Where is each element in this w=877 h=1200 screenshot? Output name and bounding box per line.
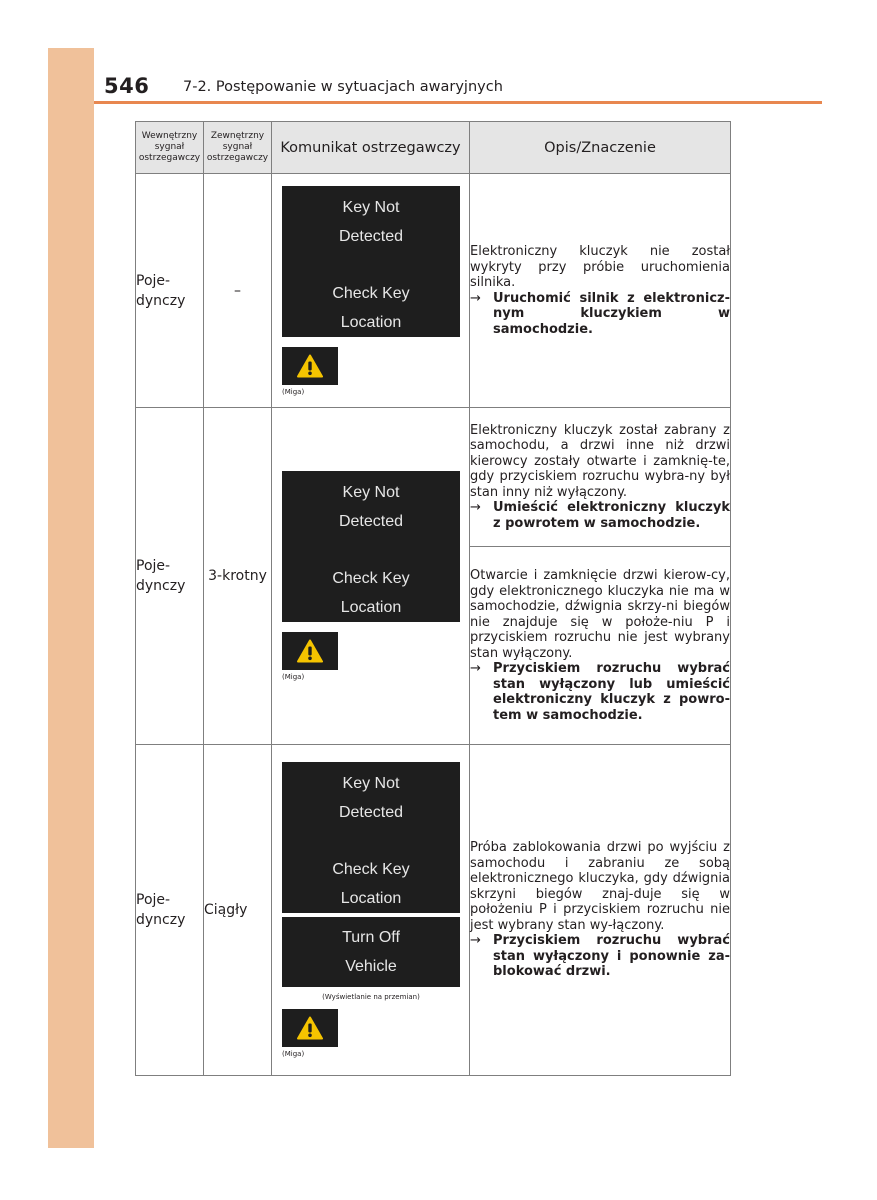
warning-triangle-icon xyxy=(282,347,338,385)
header-external-signal: Zewnętrzny sygnał ostrzegawczy xyxy=(204,122,272,174)
alternating-display-caption: (Wyświetlanie na przemian) xyxy=(322,993,420,1001)
warning-triangle-icon xyxy=(282,632,338,670)
display-line: Detected xyxy=(338,804,404,821)
action-text: Umieścić elektroniczny kluczyk z powrotem w samochodzie. xyxy=(493,500,730,531)
arrow-icon: → xyxy=(470,933,481,949)
table-header-row xyxy=(136,122,731,174)
action-item xyxy=(470,661,730,723)
chapter-side-tab xyxy=(48,48,94,1148)
icon-caption: (Miga) xyxy=(282,673,305,681)
display-line: Turn Off xyxy=(342,929,400,946)
display-line: Check Key xyxy=(332,570,410,587)
internal-signal-cell xyxy=(136,408,204,745)
icon-caption: (Miga) xyxy=(282,387,305,396)
internal-signal-cell xyxy=(136,174,204,408)
internal-signal-cell xyxy=(136,745,204,1076)
message-cell xyxy=(272,408,470,745)
header-description: Opis/Znaczenie xyxy=(470,122,731,174)
header-internal-signal: Wewnętrzny sygnał ostrzegawczy xyxy=(136,122,204,174)
arrow-icon: → xyxy=(470,500,481,516)
header-warning-message: Komunikat ostrzegawczy xyxy=(272,122,470,174)
action-text: Przyciskiem rozruchu wybrać stan wyłączony lub umieścić elektroniczny kluczyk z powro-tem w samochodzie. xyxy=(493,661,730,723)
message-cell xyxy=(272,174,470,408)
action-item xyxy=(470,291,730,338)
table-row xyxy=(136,408,731,547)
action-text: Uruchomić silnik z elektronicz-nym kluczykiem w samochodzie. xyxy=(493,290,730,337)
action-item xyxy=(470,500,730,531)
arrow-icon: → xyxy=(470,290,481,306)
warning-table xyxy=(135,121,731,1076)
section-title: 7-2. Postępowanie w sytuacjach awaryjnych xyxy=(183,79,503,95)
table-row xyxy=(136,174,731,408)
display-line: Location xyxy=(340,313,402,331)
warning-triangle-icon xyxy=(282,1009,338,1047)
description-text: Elektroniczny kluczyk został zabrany z samochodu, a drzwi inne niż drzwi kierowcy zostały otwarte i zamknię-te, gdy przyciskiem rozruchu wybra-ny był stan inny niż wyłączony. xyxy=(470,422,730,500)
external-signal-cell xyxy=(204,408,272,745)
dashboard-display xyxy=(282,471,460,622)
description-text: Otwarcie i zamknięcie drzwi kierow-cy, gdy elektronicznego kluczyka nie ma w samochodzie, dźwignia skrzy-ni biegów nie znajduje się w położe-niu P i przyciskiem rozruchu nie jest wybrany stan wyłączony. xyxy=(470,568,730,661)
display-line: Location xyxy=(340,599,402,616)
external-signal-text: 3-krotny xyxy=(208,568,267,584)
display-line: Detected xyxy=(338,513,404,530)
external-signal-cell xyxy=(204,174,272,408)
description-cell xyxy=(470,547,731,745)
icon-caption: (Miga) xyxy=(282,1050,305,1058)
external-signal-text: – xyxy=(234,282,241,299)
table-row xyxy=(136,745,731,1076)
dashboard-display xyxy=(282,186,460,337)
header-rule xyxy=(94,101,822,104)
internal-signal-text: Poje- dynczy xyxy=(136,272,186,309)
display-line: Detected xyxy=(338,227,404,245)
description-cell xyxy=(470,745,731,1076)
display-line: Key Not xyxy=(342,484,400,501)
display-line: Check Key xyxy=(332,284,410,302)
message-cell xyxy=(272,745,470,1076)
action-text: Przyciskiem rozruchu wybrać stan wyłączony i ponownie za-blokować drzwi. xyxy=(493,933,730,980)
external-signal-cell xyxy=(204,745,272,1076)
internal-signal-text: Poje- dynczy xyxy=(136,558,186,594)
display-line: Key Not xyxy=(342,198,400,216)
description-cell xyxy=(470,408,731,547)
display-line: Check Key xyxy=(332,861,410,878)
dashboard-display xyxy=(282,762,460,913)
description-text: Elektroniczny kluczyk nie został wykryty przy próbie uruchomienia silnika. xyxy=(470,244,730,290)
action-item xyxy=(470,933,730,980)
display-line: Key Not xyxy=(342,775,400,792)
description-text: Próba zablokowania drzwi po wyjściu z samochodu i zabraniu ze sobą elektronicznego kluczyka, gdy dźwignia skrzyni biegów znaj-duje się w położeniu P i przyciskiem rozruchu nie jest wybrany stan wy-łączony. xyxy=(470,840,730,933)
external-signal-text: Ciągły xyxy=(204,902,248,918)
display-line: Vehicle xyxy=(345,958,397,975)
description-cell xyxy=(470,174,731,408)
arrow-icon: → xyxy=(470,661,481,676)
dashboard-display-alternate xyxy=(282,917,460,987)
internal-signal-text: Poje- dynczy xyxy=(136,892,186,928)
display-line: Location xyxy=(340,890,402,907)
page-number: 546 xyxy=(104,74,150,98)
